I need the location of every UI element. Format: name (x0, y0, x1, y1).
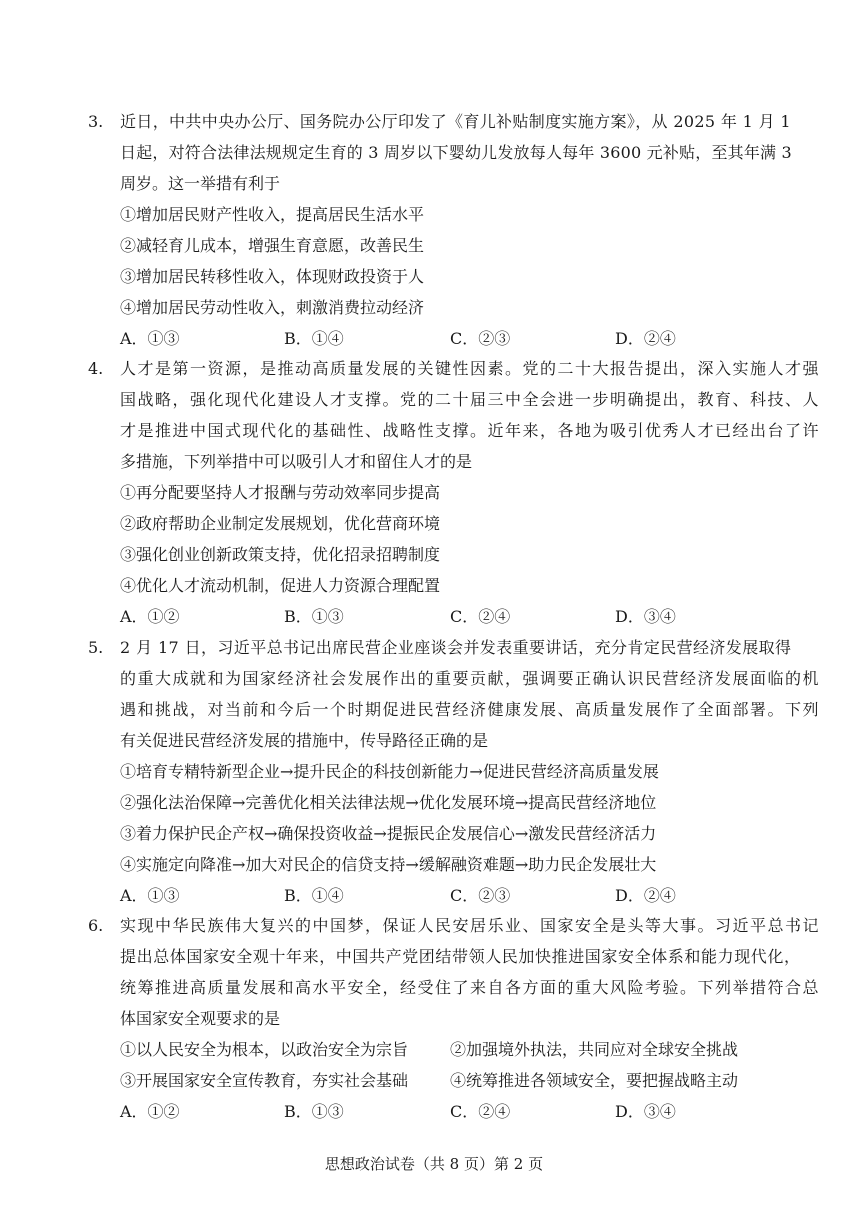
option-c: C．②④ (450, 1102, 511, 1121)
statement: ②政府帮助企业制定发展规划，优化营商环境 (120, 514, 441, 533)
statement: ③开展国家安全宣传教育，夯实社会基础 (120, 1071, 409, 1090)
stem-line: 实现中华民族伟大复兴的中国梦，保证人民安居乐业、国家安全是头等大事。习近平总书记 (120, 916, 821, 935)
stem-line: 日起，对符合法律法规规定生育的 3 周岁以下婴幼儿发放每人每年 3600 元补贴，至其年满 3 (120, 143, 792, 162)
stem-line: 国战略，强化现代化建设人才支撑。党的二十届三中全会进一步明确提出，教育、科技、人 (120, 390, 821, 409)
option-b: B．①③ (284, 1102, 344, 1121)
statement: ①以人民安全为根本，以政治安全为宗旨 (120, 1040, 409, 1059)
stem-line: 周岁。这一举措有利于 (120, 174, 281, 193)
option-d: D．③④ (615, 1102, 676, 1121)
statement: ③增加居民转移性收入，体现财政投资于人 (120, 267, 425, 286)
question-number: 5. (88, 638, 104, 657)
stem-line: 人才是第一资源，是推动高质量发展的关键性因素。党的二十大报告提出，深入实施人才强 (120, 359, 821, 378)
option-c: C．②③ (450, 886, 511, 905)
statement: ④实施定向降准→加大对民企的信贷支持→缓解融资难题→助力民企发展壮大 (120, 855, 657, 874)
stem-line: 提出总体国家安全观十年来，中国共产党团结带领人民加快推进国家安全体系和能力现代化， (120, 947, 801, 966)
stem-line: 统筹推进高质量发展和高水平安全，经受住了来自各方面的重大风险考验。下列举措符合总 (120, 978, 821, 997)
statement: ②减轻育儿成本，增强生育意愿，改善民生 (120, 236, 425, 255)
stem-line: 的重大成就和为国家经济社会发展作出的重要贡献，强调要正确认识民营经济发展面临的机 (120, 669, 821, 688)
stem-line: 才是推进中国式现代化的基础性、战略性支撑。近年来，各地为吸引优秀人才已经出台了许 (120, 421, 821, 440)
statement: ④增加居民劳动性收入，刺激消费拉动经济 (120, 298, 425, 317)
option-a: A．①③ (120, 886, 180, 905)
statement: ④统筹推进各领域安全，要把握战略主动 (450, 1071, 739, 1090)
option-d: D．②④ (615, 329, 676, 348)
statement: ③强化创业创新政策支持，优化招录招聘制度 (120, 545, 441, 564)
page-footer: 思想政治试卷（共 8 页）第 2 页 (324, 1155, 544, 1173)
question-number: 3. (88, 112, 104, 131)
statement: ①培育专精特新型企业→提升民企的科技创新能力→促进民营经济高质量发展 (120, 762, 659, 781)
option-c: C．②③ (450, 329, 511, 348)
option-b: B．①④ (284, 886, 344, 905)
statement: ②加强境外执法，共同应对全球安全挑战 (450, 1040, 739, 1059)
statement: ④优化人才流动机制，促进人力资源合理配置 (120, 576, 441, 595)
stem-line: 体国家安全观要求的是 (120, 1009, 281, 1028)
option-c: C．②④ (450, 607, 511, 626)
option-a: A．①② (120, 607, 180, 626)
option-b: B．①③ (284, 607, 344, 626)
stem-line: 多措施，下列举措中可以吸引人才和留住人才的是 (120, 452, 473, 471)
stem-line: 近日，中共中央办公厅、国务院办公厅印发了《育儿补贴制度实施方案》，从 2025 年 1 月 1 (120, 112, 791, 131)
question-number: 6. (88, 916, 104, 935)
stem-line: 2 月 17 日，习近平总书记出席民营企业座谈会并发表重要讲话，充分肯定民营经济发展取得 (120, 638, 792, 657)
question-number: 4. (88, 359, 104, 378)
stem-line: 遇和挑战，对当前和今后一个时期促进民营经济健康发展、高质量发展作了全面部署。下列 (120, 700, 821, 719)
option-d: D．③④ (615, 607, 676, 626)
statement: ①再分配要坚持人才报酬与劳动效率同步提高 (120, 483, 441, 502)
statement: ①增加居民财产性收入，提高居民生活水平 (120, 205, 425, 224)
stem-line: 有关促进民营经济发展的措施中，传导路径正确的是 (120, 731, 489, 750)
statement: ②强化法治保障→完善优化相关法律法规→优化发展环境→提高民营经济地位 (120, 793, 657, 812)
statement: ③着力保护民企产权→确保投资收益→提振民企发展信心→激发民营经济活力 (120, 824, 657, 843)
option-d: D．②④ (615, 886, 676, 905)
option-a: A．①② (120, 1102, 180, 1121)
option-b: B．①④ (284, 329, 344, 348)
option-a: A．①③ (120, 329, 180, 348)
